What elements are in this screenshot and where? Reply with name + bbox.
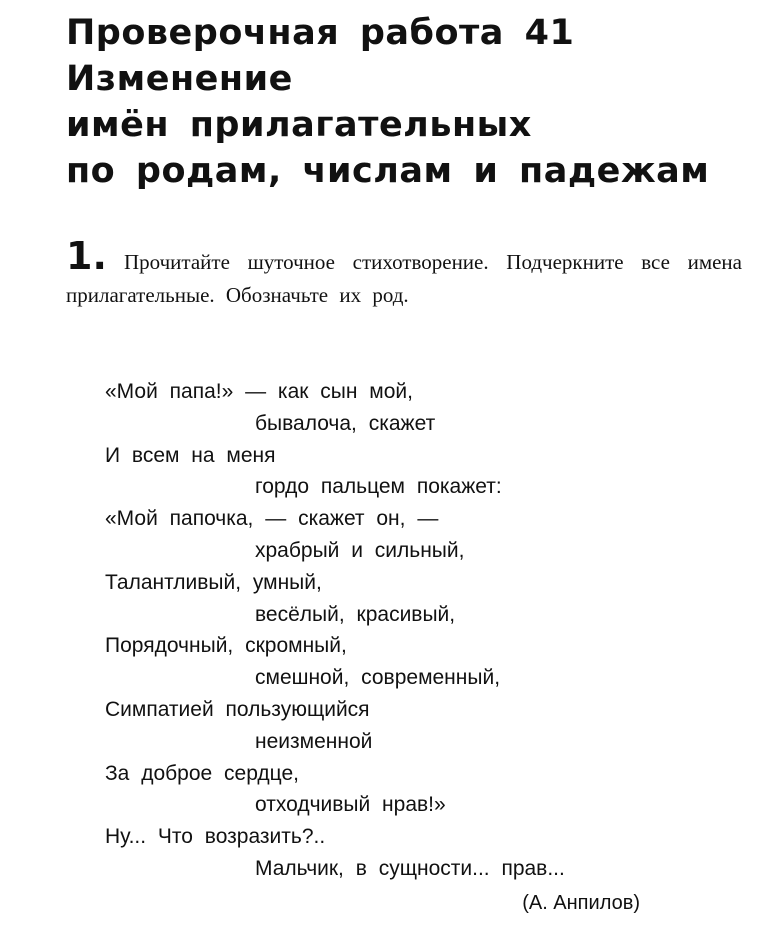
poem-line: «Мой папа!» — как сын мой,: [105, 380, 413, 403]
poem-line: весёлый, красивый,: [255, 602, 456, 626]
poem-author: (А. Анпилов): [522, 892, 640, 914]
title-line: Проверочная работа 41: [66, 13, 575, 53]
poem-line: бывалоча, скажет: [255, 411, 436, 435]
task-block: [66, 234, 742, 312]
title-line: Изменение: [66, 59, 293, 99]
poem-line: За доброе сердце,: [105, 761, 299, 785]
poem-line: неизменной: [255, 729, 373, 753]
poem-line: храбрый и сильный,: [255, 538, 465, 562]
poem-line: отходчивый нрав!»: [255, 793, 446, 817]
task-instruction: Прочитайте шуточное стихотворение. Подчеркните все имена прилагательные. Обозначьте их род.: [66, 250, 742, 307]
poem-line: Талантливый, умный,: [105, 570, 322, 594]
poem-line: гордо пальцем покажет:: [255, 475, 502, 499]
poem: [105, 376, 665, 885]
page-title: [66, 10, 756, 194]
task-number: 1.: [66, 234, 107, 278]
title-line: по родам, числам и падежам: [66, 151, 710, 191]
poem-line: Порядочный, скромный,: [105, 634, 347, 658]
poem-line: смешной, современный,: [255, 666, 501, 690]
poem-line: «Мой папочка, — скажет он, —: [105, 507, 439, 531]
poem-line: И всем на меня: [105, 443, 276, 467]
poem-line: Симпатией пользующийся: [105, 697, 370, 721]
title-line: имён прилагательных: [66, 105, 532, 145]
poem-line: Мальчик, в сущности... прав...: [255, 856, 565, 880]
poem-line: Ну... Что возразить?..: [105, 825, 326, 849]
